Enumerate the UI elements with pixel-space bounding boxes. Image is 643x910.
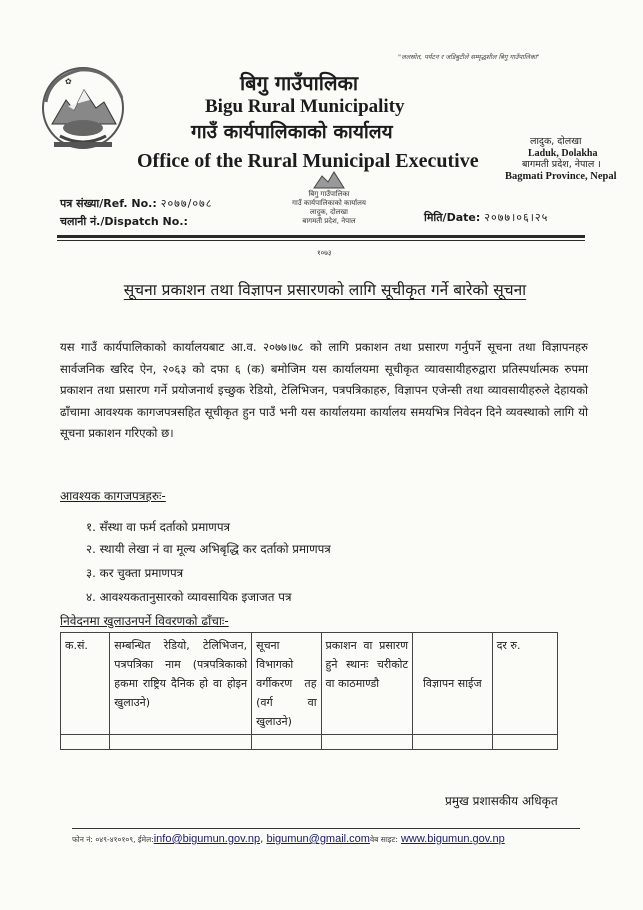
stamp-number: १०७३ bbox=[317, 249, 332, 257]
stamp-line: बागमती प्रदेश, नेपाल bbox=[302, 217, 356, 225]
address-line: Laduk, Dolakha bbox=[528, 148, 598, 159]
list-item: ३. कर चुक्ता प्रमाणपत्र bbox=[86, 566, 184, 580]
ref-value: २०७७/०७८ bbox=[160, 197, 213, 210]
table-cell bbox=[492, 735, 557, 750]
column-header: दर रु. bbox=[492, 633, 557, 735]
table-header-row bbox=[61, 633, 558, 735]
footer-contact bbox=[72, 833, 505, 845]
stamp-line: बिगु गाउँपालिका bbox=[308, 190, 350, 198]
list-item: १. सँस्था वा फर्म दर्ताको प्रमाणपत्र bbox=[86, 520, 231, 534]
office-name-np: गाउँ कार्यपालिकाको कार्यालय bbox=[191, 121, 393, 143]
header-tagline: "जलस्रोत, पर्यटन र जडिबुटीले सम्मृद्धशील बिगु गाउँपालिका" bbox=[398, 53, 540, 61]
svg-text:✿: ✿ bbox=[65, 77, 72, 86]
table-cell bbox=[413, 735, 492, 750]
stamp-emblem-icon bbox=[312, 168, 346, 190]
address-line: लादुक, दोलखा bbox=[530, 136, 582, 147]
footer-phone: फोन नं: ०४९-४१०१०९, ईमेल: bbox=[72, 835, 154, 844]
address-line: बागमती प्रदेश, नेपाल । bbox=[522, 159, 601, 170]
column-header: सम्बन्धित रेडियो, टेलिभिजन, पत्रपत्रिका नाम (पत्रपत्रिकाको हकमा राष्ट्रिय दैनिक हो वा होइन खुलाउने) bbox=[110, 633, 252, 735]
list-item: ४. आवश्यकतानुसारको व्यावसायिक इजाजत पत्र bbox=[86, 590, 292, 604]
nepal-emblem-logo bbox=[40, 62, 126, 150]
table-cell bbox=[252, 735, 321, 750]
notice-title: सूचना प्रकाशन तथा विज्ञापन प्रसारणको लागि सूचीकृत गर्ने बारेको सूचना bbox=[123, 281, 527, 299]
stamp-line: लादुक, दोलखा bbox=[310, 208, 348, 216]
date-label: मिति/Date: bbox=[424, 211, 481, 224]
office-name-en: Office of the Rural Municipal Executive bbox=[137, 150, 479, 172]
address-line: Bagmati Province, Nepal bbox=[505, 171, 617, 182]
application-format-table bbox=[60, 632, 558, 750]
footer-website-link[interactable]: www.bigumun.gov.np bbox=[400, 833, 505, 845]
table-cell bbox=[61, 735, 110, 750]
column-header: क.सं. bbox=[61, 633, 110, 735]
list-item: २. स्थायी लेखा नं वा मूल्य अभिबृद्धि कर दर्ताको प्रमाणपत्र bbox=[86, 542, 331, 556]
ref-label: पत्र संख्या/Ref. No.: bbox=[60, 197, 157, 210]
footer-email-link[interactable]: info@bigumun.gov.np bbox=[153, 833, 261, 845]
dispatch-label: चलानी नं./Dispatch No.: bbox=[60, 215, 188, 228]
stamp-line: गाउँ कार्यपालिकाको कार्यालय bbox=[292, 199, 366, 207]
header-divider bbox=[57, 235, 585, 238]
footer-divider bbox=[72, 828, 580, 829]
municipality-name-en: Bigu Rural Municipality bbox=[205, 96, 405, 117]
footer-email-link[interactable]: bigumun@gmail.com bbox=[266, 833, 370, 845]
column-header: सूचना विभागको वर्गीकरण तह (वर्ग वा खुलाउने) bbox=[252, 633, 321, 735]
notice-body: यस गाउँ कार्यपालिकाको कार्यालयबाट आ.व. २०७७।७८ को लागि प्रकाशन तथा प्रसारण गर्नुपर्ने सूचना तथा विज्ञापनहरु सार्वजनिक खरिद ऐन, २०६३ को दफा ६ (क) बमोजिम यस कार्यालयमा सूचीकृत व्यावसायीहरुद्वारा प्रतिस्पर्धात्मक रुपमा प्रकाशन तथा प्रसारण गर्ने प्रयोजनार्थ इच्छुक रेडियो, टेलिभिजन, पत्रपत्रिकाहरु, विज्ञापन एजेन्सी तथा व्यावसायीहरुले देहायको ढाँचामा आवश्यक कागजपत्रसहित सूचीकृत हुन पाउँ भनी यस कार्यालयमा कार्यालय समयभित्र निवेदन दिने व्यवस्थाको लागि यो सूचना प्रकाशन गरिएको छ। bbox=[60, 340, 588, 441]
table-row bbox=[61, 735, 558, 750]
documents-heading: आवश्यक कागजपत्रहरुः- bbox=[60, 489, 166, 503]
letter-date bbox=[424, 210, 548, 225]
column-header: प्रकाशन वा प्रसारण हुने स्थानः चरीकोट वा काठमाण्डौ bbox=[321, 633, 413, 735]
header-divider-thin bbox=[57, 240, 585, 241]
municipality-name-np: बिगु गाउँपालिका bbox=[240, 71, 359, 95]
footer-separator: , bbox=[260, 834, 264, 845]
table-heading: निवेदनमा खुलाउनपर्ने विवरणको ढाँचाः- bbox=[60, 614, 229, 628]
office-stamp bbox=[288, 168, 370, 256]
column-header: विज्ञापन साईज bbox=[413, 633, 492, 735]
reference-number bbox=[60, 196, 212, 211]
dispatch-number bbox=[60, 214, 188, 229]
table-cell bbox=[110, 735, 252, 750]
date-value: २०७७।०६।२५ bbox=[484, 211, 549, 224]
signature-title: प्रमुख प्रशासकीय अधिकृत bbox=[445, 794, 558, 808]
table-cell bbox=[321, 735, 413, 750]
footer-web-label: वेब साइट: bbox=[369, 835, 398, 844]
